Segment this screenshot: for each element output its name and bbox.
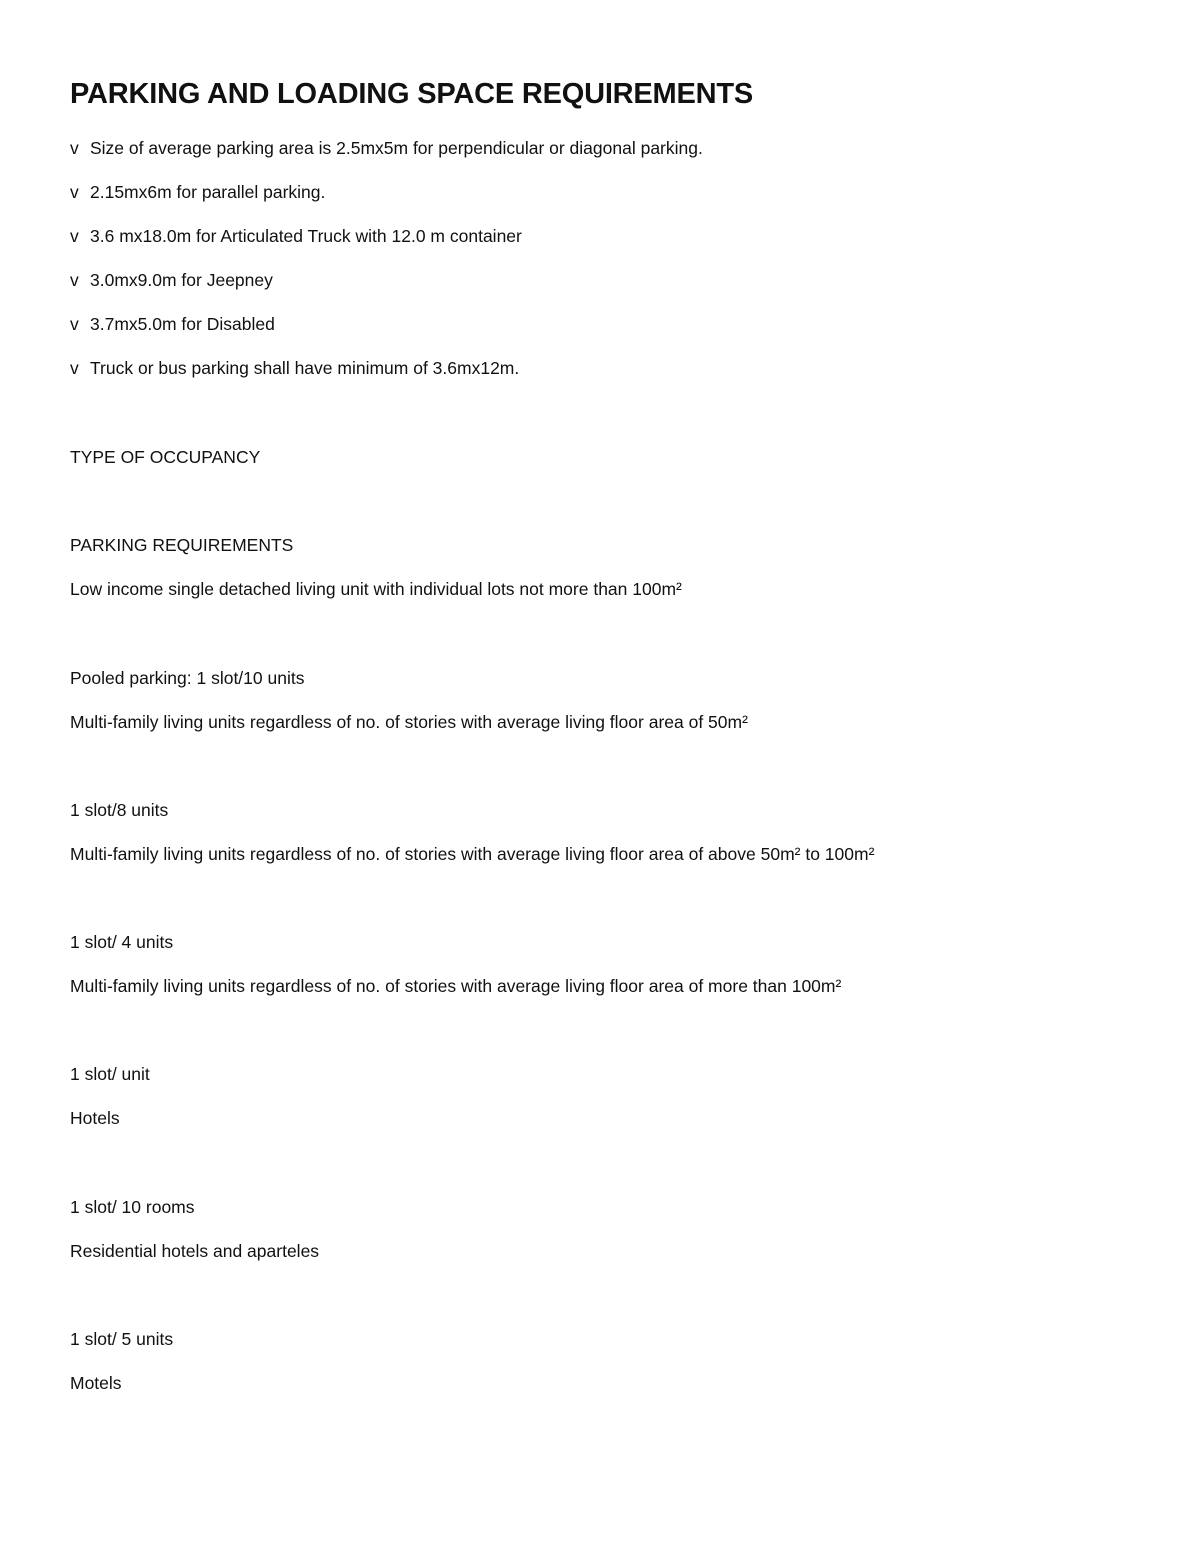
section-heading-occupancy: TYPE OF OCCUPANCY [70,447,261,467]
requirement-line: 1 slot/ unit [70,1064,150,1084]
bullet-symbol: v [70,226,79,246]
requirement-line: Pooled parking: 1 slot/10 units [70,668,305,688]
bullet-text: Size of average parking area is 2.5mx5m for perpendicular or diagonal parking. [90,138,703,158]
bullet-item [70,268,273,292]
occupancy-line: Multi-family living units regardless of no. of stories with average living floor area of more than 100m² [70,976,842,996]
requirement-line: 1 slot/ 10 rooms [70,1197,195,1217]
occupancy-line: Multi-family living units regardless of no. of stories with average living floor area of above 50m² to 100m² [70,844,875,864]
bullet-item [70,180,325,204]
requirement-line: 1 slot/ 5 units [70,1329,174,1349]
occupancy-line: Motels [70,1373,122,1393]
bullet-symbol: v [70,270,79,290]
bullet-text: 2.15mx6m for parallel parking. [90,182,326,202]
bullet-symbol: v [70,314,79,334]
requirement-line: 1 slot/8 units [70,800,169,820]
bullet-item [70,136,703,160]
bullet-symbol: v [70,182,79,202]
occupancy-line: Residential hotels and aparteles [70,1241,320,1261]
bullet-symbol: v [70,138,79,158]
document-title: PARKING AND LOADING SPACE REQUIREMENTS [70,78,754,110]
occupancy-line: Hotels [70,1108,120,1128]
bullet-symbol: v [70,358,79,378]
bullet-item [70,224,522,248]
bullet-text: Truck or bus parking shall have minimum of 3.6mx12m. [90,358,520,378]
bullet-text: 3.7mx5.0m for Disabled [90,314,275,334]
occupancy-line: Low income single detached living unit with individual lots not more than 100m² [70,579,682,599]
section-heading-parking: PARKING REQUIREMENTS [70,535,294,555]
bullet-item [70,312,275,336]
bullet-text: 3.0mx9.0m for Jeepney [90,270,273,290]
bullet-item [70,356,519,380]
occupancy-line: Multi-family living units regardless of no. of stories with average living floor area of 50m² [70,712,748,732]
requirement-line: 1 slot/ 4 units [70,932,174,952]
bullet-text: 3.6 mx18.0m for Articulated Truck with 12.0 m container [90,226,522,246]
